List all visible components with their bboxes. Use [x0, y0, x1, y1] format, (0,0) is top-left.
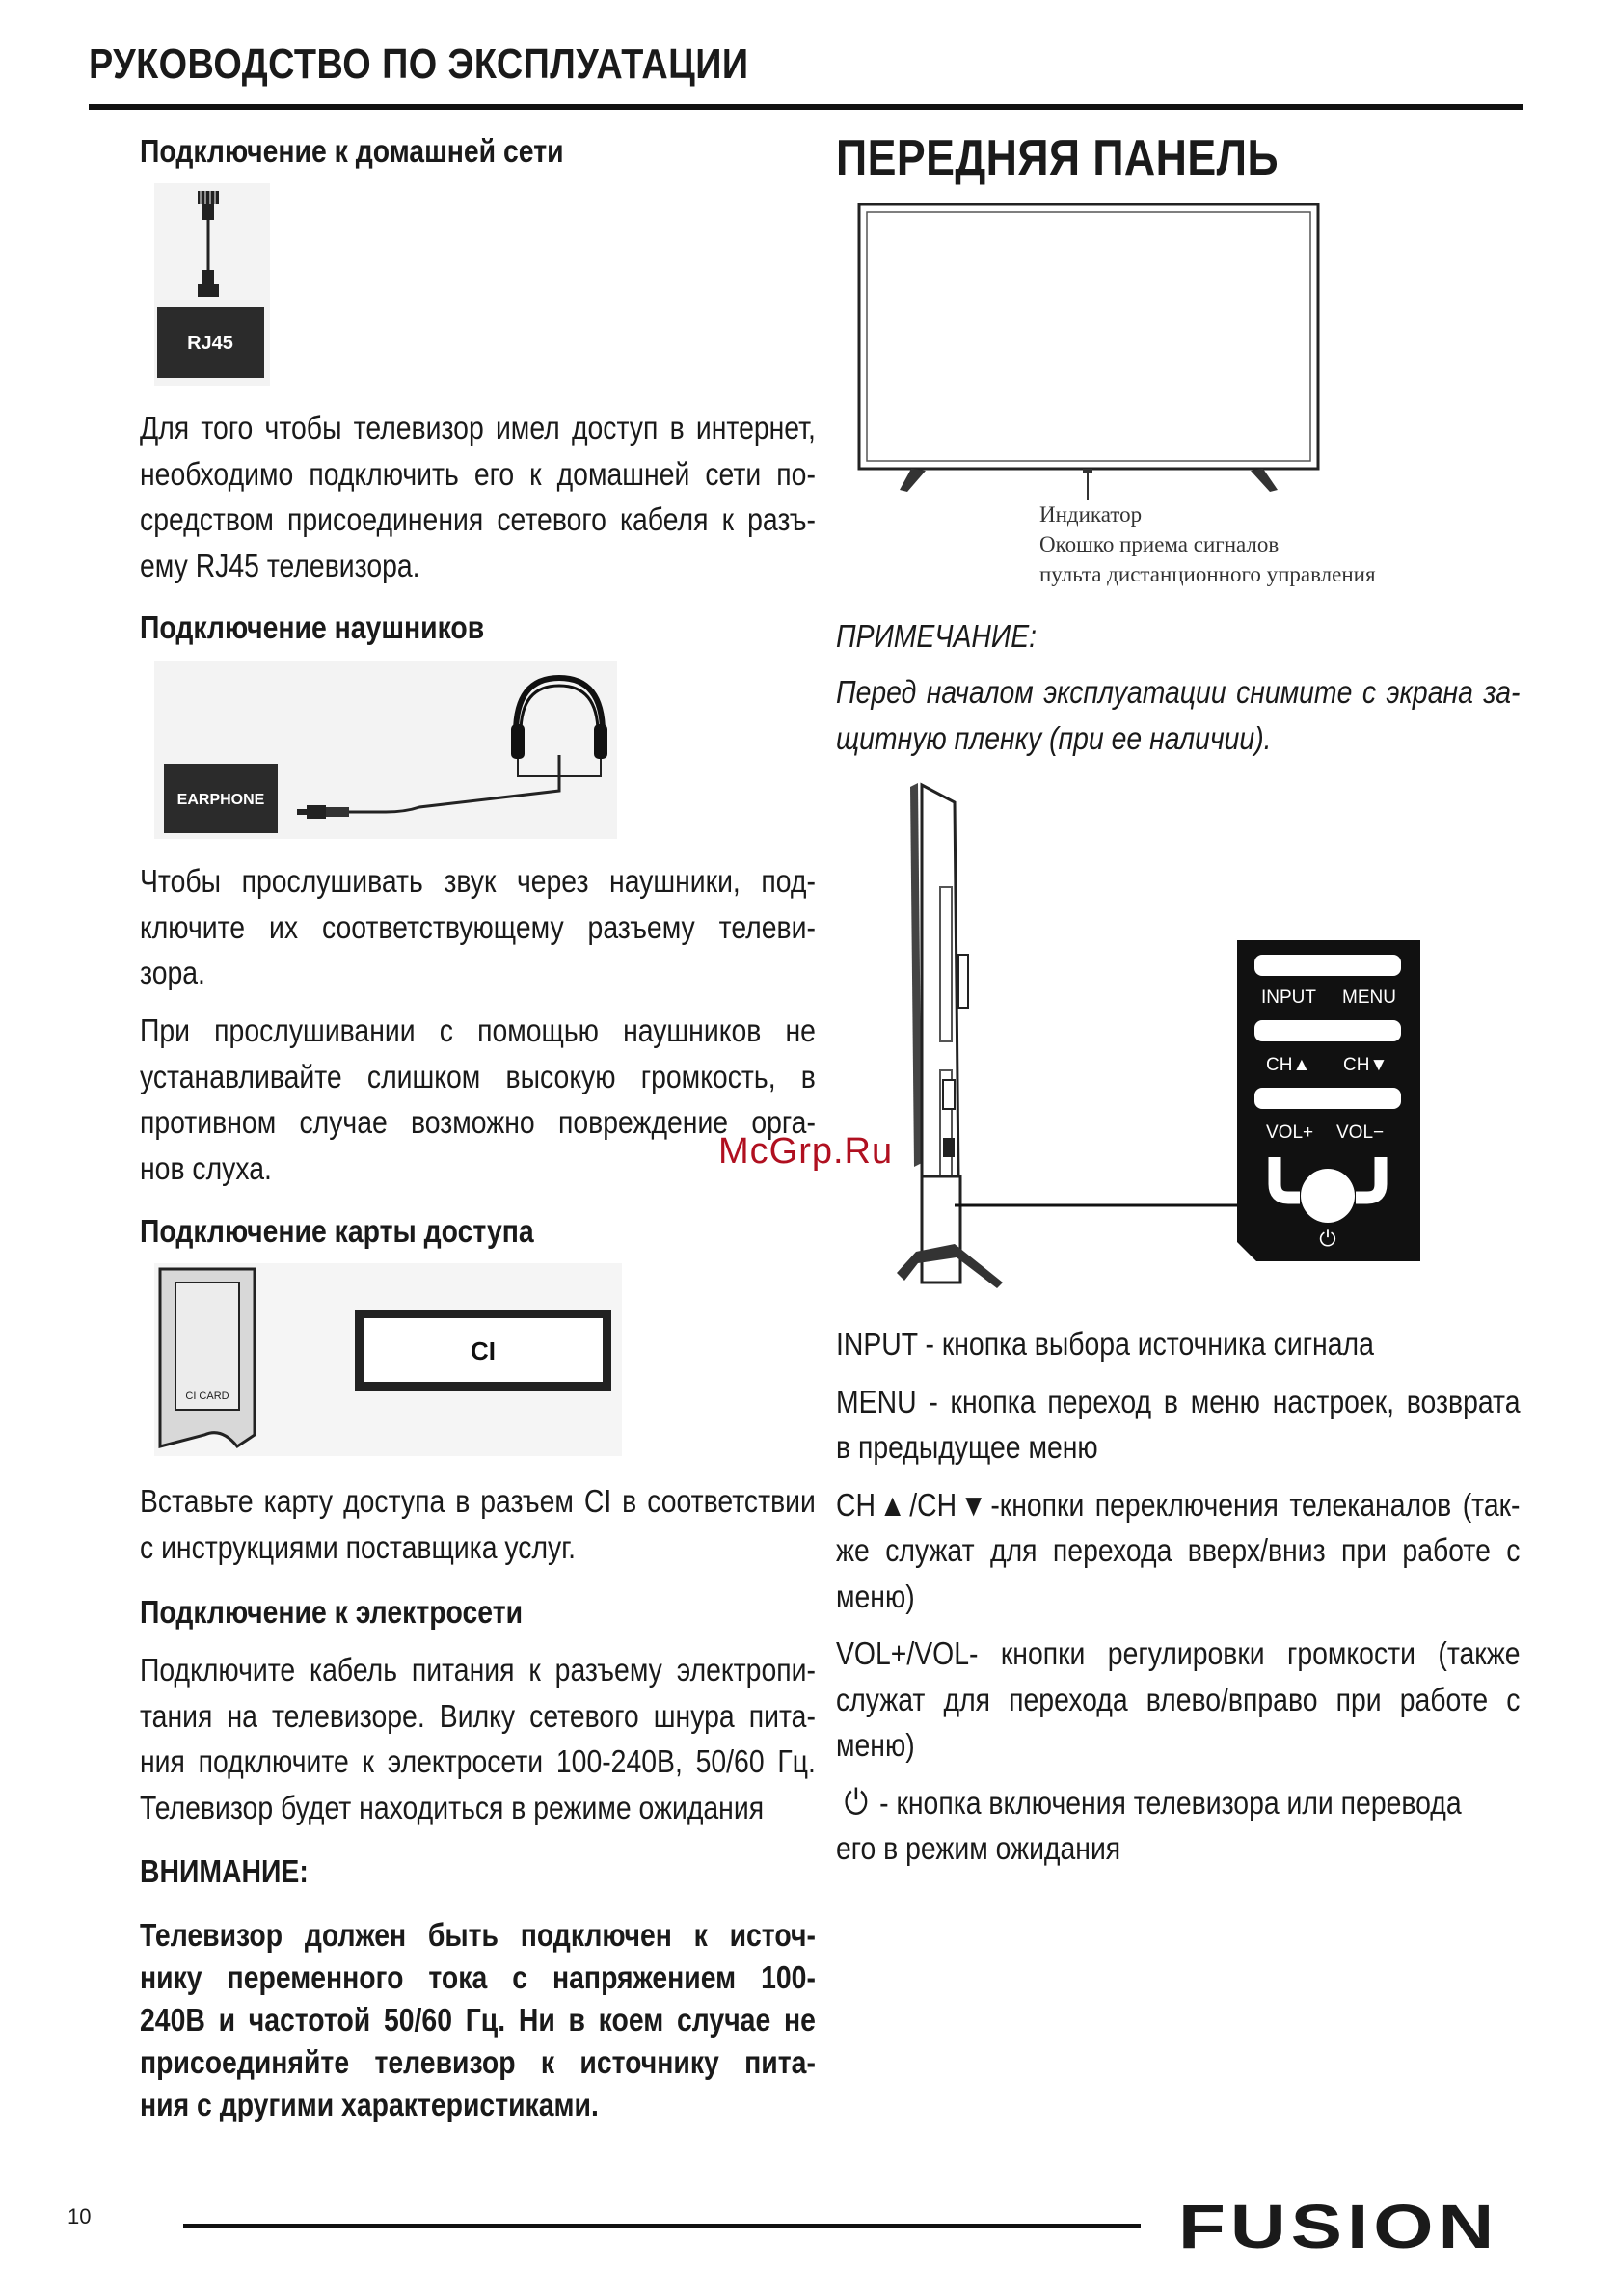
- note-title: ПРИМЕЧАНИЕ:: [836, 618, 1038, 654]
- footer-rule: [183, 2224, 1141, 2228]
- front-panel-caption: Индикатор Окошко приема сигналов пульта дистанционного управления: [1039, 502, 1376, 586]
- tv-front-diagram: [853, 201, 1326, 500]
- warning-title: ВНИМАНИЕ:: [140, 1853, 309, 1889]
- note-text: Перед началом эксплуатации снимите с экрана за- щитную пленку (при ее наличии).: [836, 674, 1521, 756]
- power-text: Подключите кабель питания к разъему электропи- тания на телевизоре. Вилку сетевого шнура пита- ния подключите к электросети 100-240В, 50/60 Гц. Телевизор будет находиться в режиме ожидания: [140, 1652, 816, 1825]
- page-number: 10: [67, 2204, 92, 2228]
- headphones-heading: Подключение наушников: [140, 609, 485, 645]
- brand-logo: FUSION: [1178, 2192, 1499, 2261]
- ci-heading: Подключение карты доступа: [140, 1213, 534, 1249]
- desc-vol: VOL+/VOL- кнопки регулировки громкости (также служат для перехода влево/вправо при работе с меню): [836, 1635, 1521, 1763]
- headphones-text-2: При прослушивании с помощью наушников не устанавливайте слишком высокую громкость, в противном случае возможно повреждение орга- нов слуха.: [140, 1013, 816, 1186]
- watermark: McGrp.Ru: [718, 1131, 894, 1172]
- page-header-title: РУКОВОДСТВО ПО ЭКСПЛУАТАЦИИ: [89, 41, 749, 88]
- front-panel-title: ПЕРЕДНЯЯ ПАНЕЛЬ: [836, 130, 1280, 186]
- tv-side-keypad-diagram: [858, 781, 1427, 1302]
- keypad-vol-up-label: VOL+: [1266, 1122, 1314, 1143]
- warning-text: Телевизор должен быть подключен к источ- нику переменного тока с напряжением 100- 240В и частотой 50/60 Гц. Ни в коем случае не присоединяйте телевизор к источнику пита- ния с другими характеристиками.: [140, 1917, 816, 2122]
- rj45-port-label: RJ45: [187, 333, 233, 354]
- ci-diagram: [154, 1263, 622, 1456]
- header-rule: [89, 104, 1523, 110]
- keypad-ch-down-label: CH▼: [1343, 1055, 1388, 1075]
- ci-card-label: CI CARD: [185, 1391, 229, 1402]
- desc-power: ⏻ - кнопка включения телевизора или перевода его в режим ожидания: [836, 1780, 1521, 1872]
- desc-ch: CH▲/CH▼-кнопки переключения телеканалов (так- же служат для перехода вверх/вниз при работе с меню): [836, 1486, 1521, 1614]
- descriptions-list: [836, 1321, 1521, 1872]
- earphone-port-label: EARPHONE: [176, 792, 265, 808]
- network-text: Для того чтобы телевизор имел доступ в интернет, необходимо подключить его к домашней сети по- средством присоединения сетевого кабеля к разъ- ему RJ45 телевизора.: [140, 410, 816, 583]
- keypad-ch-up-label: CH▲: [1266, 1055, 1311, 1075]
- keypad-menu-label: MENU: [1342, 987, 1396, 1008]
- ci-card-icon: [160, 1269, 255, 1446]
- power-heading: Подключение к электросети: [140, 1594, 524, 1630]
- tv-front-icon: [859, 204, 1318, 500]
- keypad-panel: [1237, 940, 1420, 1261]
- ci-slot-label: CI: [471, 1337, 496, 1365]
- power-icon: ⏻: [844, 1782, 869, 1823]
- keypad-power-icon: ⏻: [1319, 1228, 1336, 1252]
- keypad-vol-down-label: VOL−: [1336, 1122, 1385, 1143]
- network-heading: Подключение к домашней сети: [140, 133, 564, 169]
- earphone-diagram: [154, 661, 617, 839]
- keypad-input-label: INPUT: [1261, 987, 1316, 1008]
- desc-input: INPUT - кнопка выбора источника сигнала: [836, 1326, 1374, 1362]
- rj45-diagram: [154, 183, 270, 386]
- headphones-text-1: Чтобы прослушивать звук через наушники, под- ключите их соответствующему разъему телеви- зора.: [140, 863, 816, 990]
- desc-menu: MENU - кнопка переход в меню настроек, возврата в предыдущее меню: [836, 1383, 1521, 1465]
- tv-side-icon: [897, 783, 1003, 1288]
- ci-text: Вставьте карту доступа в разъем CI в соответствии с инструкциями поставщика услуг.: [140, 1483, 816, 1565]
- ci-slot-icon: [355, 1310, 611, 1391]
